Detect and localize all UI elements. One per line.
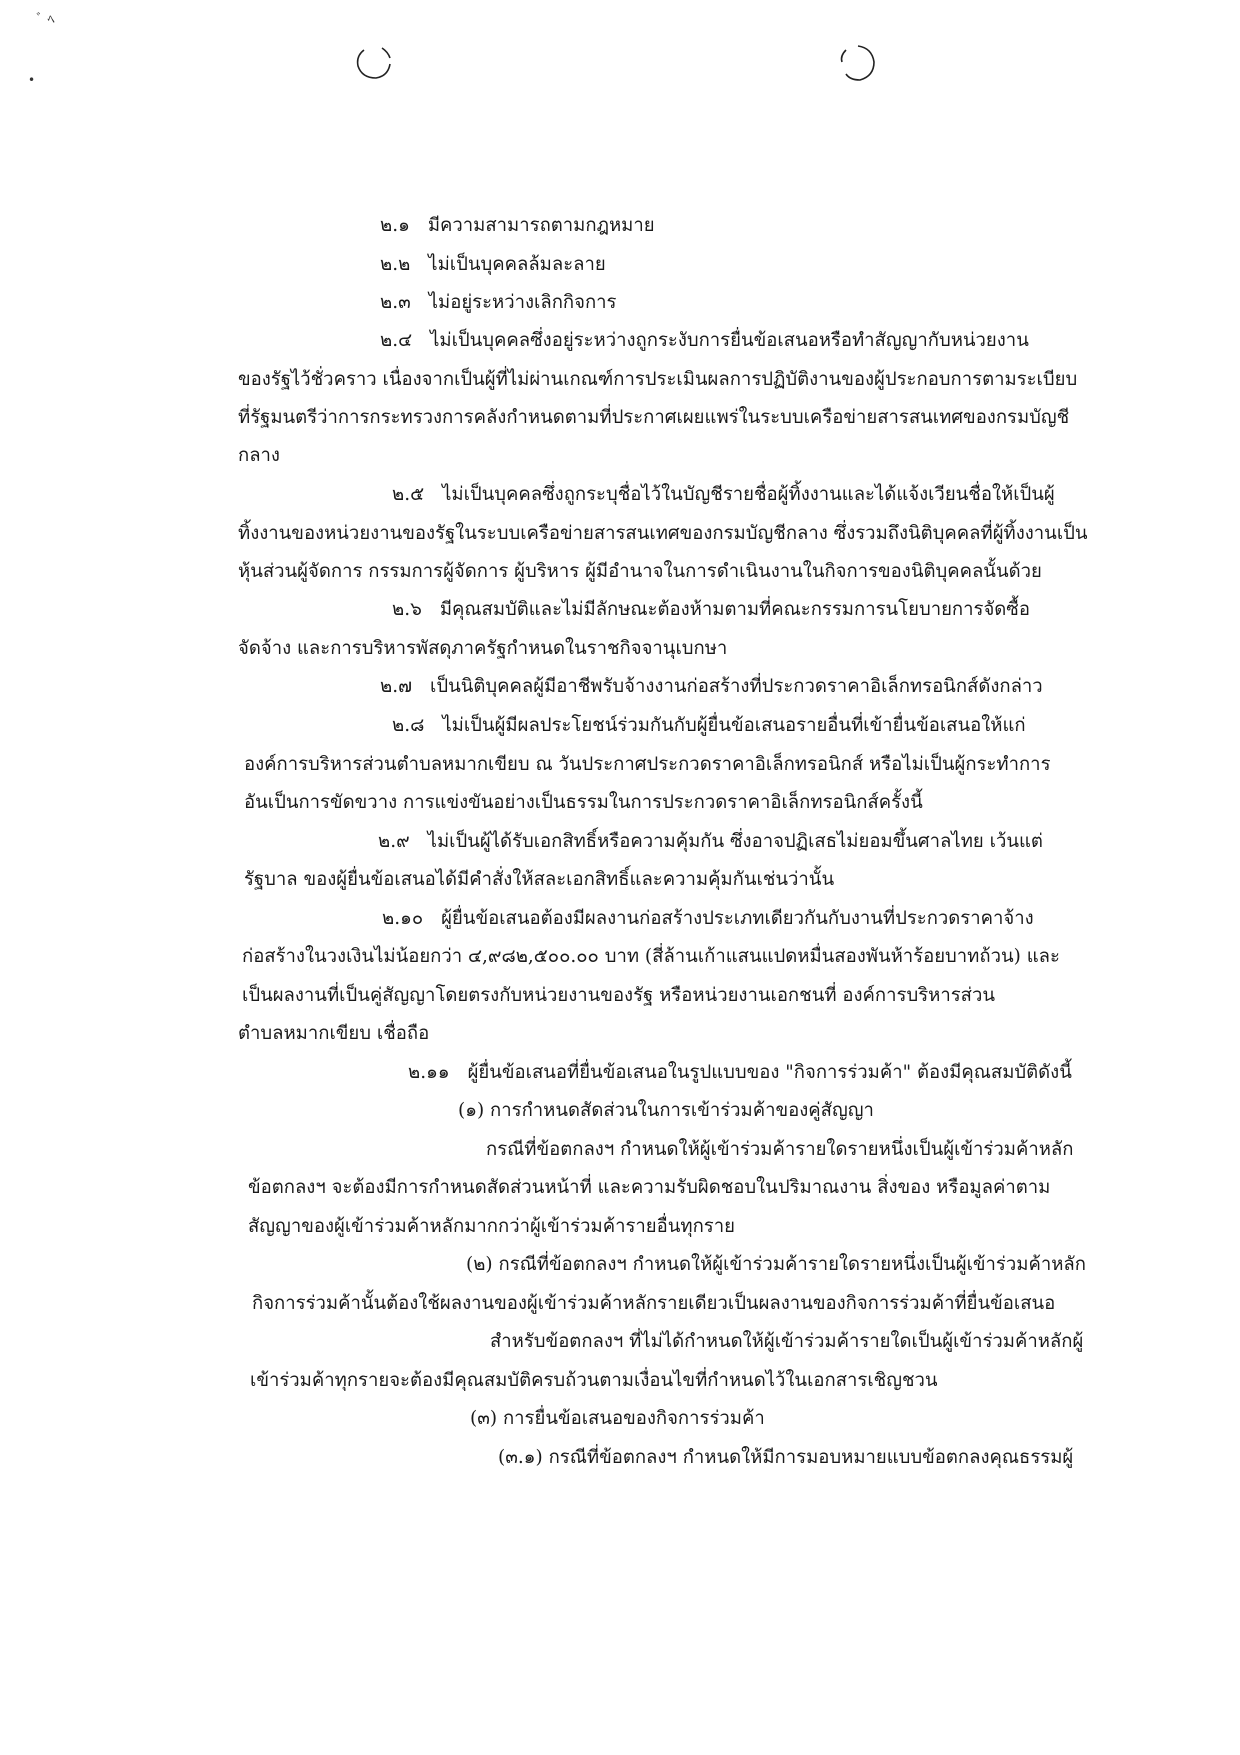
item-2-10-cont: ตำบลหมากเขียบ เชื่อถือ bbox=[238, 1023, 430, 1044]
item-2-5-cont: ทิ้งงานของหน่วยงานของรัฐในระบบเครือข่ายสารสนเทศของกรมบัญชีกลาง ซึ่งรวมถึงนิติบุคคลที่ผู้ทิ้งงานเป็น bbox=[238, 523, 1088, 544]
item-text: ไม่เป็นบุคคลล้มละลาย bbox=[428, 254, 606, 275]
sub-item-1-case-a: กรณีที่ข้อตกลงฯ กำหนดให้ผู้เข้าร่วมค้ารายใดรายหนึ่งเป็นผู้เข้าร่วมค้าหลัก bbox=[486, 1139, 1074, 1160]
sub-item-2-case-b-cont: เข้าร่วมค้าทุกรายจะต้องมีคุณสมบัติครบถ้วนตามเงื่อนไขที่กำหนดไว้ในเอกสารเชิญชวน bbox=[250, 1370, 938, 1391]
item-text: ไม่เป็นผู้มีผลประโยชน์ร่วมกันกับผู้ยื่นข้อเสนอรายอื่นที่เข้ายื่นข้อเสนอให้แก่ bbox=[442, 715, 1026, 736]
sub-item-1-case-a-cont: ข้อตกลงฯ จะต้องมีการกำหนดสัดส่วนหน้าที่ และความรับผิดชอบในปริมาณงาน สิ่งของ หรือมูลค่าตาม bbox=[248, 1177, 1051, 1198]
item-2-6-cont: จัดจ้าง และการบริหารพัสดุภาครัฐกำหนดในราชกิจจานุเบกษา bbox=[238, 638, 728, 659]
item-number: ๒.๒ bbox=[380, 254, 411, 275]
item-2-3 bbox=[380, 291, 617, 315]
item-text: ผู้ยื่นข้อเสนอต้องมีผลงานก่อสร้างประเภทเดียวกันกับงานที่ประกวดราคาจ้าง bbox=[441, 908, 1034, 929]
sub-item-3-1: (๓.๑) กรณีที่ข้อตกลงฯ กำหนดให้มีการมอบหมายแบบข้อตกลงคุณธรรมผู้ bbox=[498, 1447, 1074, 1468]
item-number: ๒.๘ bbox=[392, 715, 425, 736]
item-text: ไม่เป็นบุคคลซึ่งอยู่ระหว่างถูกระงับการยื่นข้อเสนอหรือทำสัญญากับหน่วยงาน bbox=[430, 330, 1029, 351]
punch-hole-left bbox=[352, 42, 396, 86]
item-2-7 bbox=[380, 675, 1043, 699]
item-text: มีคุณสมบัติและไม่มีลักษณะต้องห้ามตามที่คณะกรรมการนโยบายการจัดซื้อ bbox=[439, 599, 1030, 620]
sub-item-1: (๑) การกำหนดสัดส่วนในการเข้าร่วมค้าของคู่สัญญา bbox=[458, 1100, 874, 1121]
item-2-4-cont: กลาง bbox=[238, 445, 280, 466]
item-text: เป็นนิติบุคคลผู้มีอาชีพรับจ้างงานก่อสร้างที่ประกวดราคาอิเล็กทรอนิกส์ดังกล่าว bbox=[430, 676, 1043, 697]
sub-item-3: (๓) การยื่นข้อเสนอของกิจการร่วมค้า bbox=[470, 1408, 765, 1429]
item-2-5-cont: หุ้นส่วนผู้จัดการ กรรมการผู้จัดการ ผู้บริหาร ผู้มีอำนาจในการดำเนินงานในกิจการของนิติบุคคลนั้นด้วย bbox=[238, 561, 1042, 582]
item-number: ๒.๔ bbox=[380, 330, 413, 351]
item-2-8 bbox=[392, 714, 1026, 738]
item-2-4 bbox=[380, 329, 1029, 353]
item-2-5 bbox=[392, 483, 1055, 507]
sub-item-2: (๒) กรณีที่ข้อตกลงฯ กำหนดให้ผู้เข้าร่วมค้ารายใดรายหนึ่งเป็นผู้เข้าร่วมค้าหลัก bbox=[466, 1254, 1086, 1275]
item-2-2 bbox=[380, 253, 606, 277]
sub-item-2-case-b: สำหรับข้อตกลงฯ ที่ไม่ได้กำหนดให้ผู้เข้าร่วมค้ารายใดเป็นผู้เข้าร่วมค้าหลักผู้ bbox=[490, 1331, 1084, 1352]
scan-mark-dot: • bbox=[28, 73, 36, 87]
item-2-9 bbox=[378, 830, 1043, 854]
item-text: ไม่เป็นบุคคลซึ่งถูกระบุชื่อไว้ในบัญชีรายชื่อผู้ทิ้งงานและได้แจ้งเวียนชื่อให้เป็นผู้ bbox=[442, 484, 1055, 505]
item-number: ๒.๑๐ bbox=[382, 908, 424, 929]
item-2-10 bbox=[382, 907, 1034, 931]
sub-item-1-case-a-cont: สัญญาของผู้เข้าร่วมค้าหลักมากกว่าผู้เข้าร่วมค้ารายอื่นทุกราย bbox=[248, 1216, 735, 1237]
item-2-9-cont: รัฐบาล ของผู้ยื่นข้อเสนอได้มีคำสั่งให้สละเอกสิทธิ์และความคุ้มกันเช่นว่านั้น bbox=[244, 869, 835, 890]
item-2-8-cont: องค์การบริหารส่วนตำบลหมากเขียบ ณ วันประกาศประกวดราคาอิเล็กทรอนิกส์ หรือไม่เป็นผู้กระทำการ bbox=[244, 754, 1051, 775]
item-number: ๒.๗ bbox=[380, 676, 412, 697]
item-number: ๒.๕ bbox=[392, 484, 425, 505]
item-2-10-cont: ก่อสร้างในวงเงินไม่น้อยกว่า ๔,๙๘๒,๕๐๐.๐๐ บาท (สี่ล้านเก้าแสนแปดหมื่นสองพันห้าร้อยบาทถ้วน) และ bbox=[242, 946, 1060, 967]
item-2-8-cont: อันเป็นการขัดขวาง การแข่งขันอย่างเป็นธรรมในการประกวดราคาอิเล็กทรอนิกส์ครั้งนี้ bbox=[244, 792, 923, 813]
item-2-6 bbox=[392, 598, 1030, 622]
item-2-11 bbox=[408, 1061, 1072, 1085]
item-text: ผู้ยื่นข้อเสนอที่ยื่นข้อเสนอในรูปแบบของ "กิจการร่วมค้า" ต้องมีคุณสมบัติดังนี้ bbox=[467, 1062, 1072, 1083]
punch-hole-right bbox=[836, 42, 880, 86]
item-number: ๒.๑๑ bbox=[408, 1062, 450, 1083]
item-text: ไม่เป็นผู้ได้รับเอกสิทธิ์หรือความคุ้มกัน ซึ่งอาจปฏิเสธไม่ยอมขึ้นศาลไทย เว้นแต่ bbox=[427, 831, 1043, 852]
item-2-10-cont: เป็นผลงานที่เป็นคู่สัญญาโดยตรงกับหน่วยงานของรัฐ หรือหน่วยงานเอกชนที่ องค์การบริหารส่วน bbox=[242, 985, 995, 1006]
item-2-4-cont: ของรัฐไว้ชั่วคราว เนื่องจากเป็นผู้ที่ไม่ผ่านเกณฑ์การประเมินผลการปฏิบัติงานของผู้ประกอบการตามระเบียบ bbox=[238, 369, 1078, 390]
item-number: ๒.๙ bbox=[378, 831, 410, 852]
item-text: มีความสามารถตามกฎหมาย bbox=[427, 215, 655, 236]
scan-mark-top-left: ﾞ ﾍ bbox=[36, 12, 55, 28]
item-number: ๒.๖ bbox=[392, 599, 422, 620]
item-2-1 bbox=[380, 214, 655, 238]
sub-item-2-cont: กิจการร่วมค้านั้นต้องใช้ผลงานของผู้เข้าร่วมค้าหลักรายเดียวเป็นผลงานของกิจการร่วมค้าที่ยื่นข้อเสนอ bbox=[252, 1293, 1056, 1314]
item-number: ๒.๑ bbox=[380, 215, 410, 236]
item-number: ๒.๓ bbox=[380, 292, 411, 313]
item-2-4-cont: ที่รัฐมนตรีว่าการกระทรวงการคลังกำหนดตามที่ประกาศเผยแพร่ในระบบเครือข่ายสารสนเทศของกรมบัญชี bbox=[238, 407, 1070, 428]
item-text: ไม่อยู่ระหว่างเลิกกิจการ bbox=[428, 292, 617, 313]
